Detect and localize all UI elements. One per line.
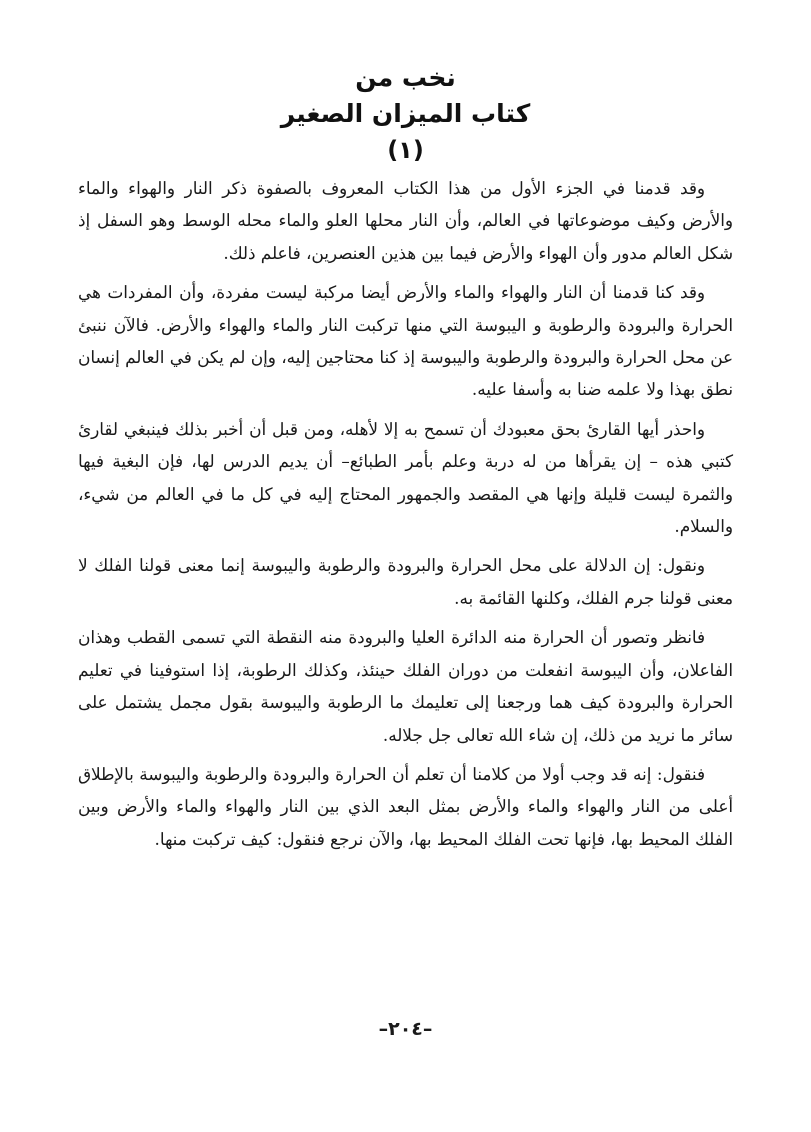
heading-line-2: كتاب الميزان الصغير xyxy=(280,99,531,128)
paragraph: ونقول: إن الدلالة على محل الحرارة والبرودة والرطوبة واليبوسة إنما معنى قولنا الفلك لا معنى قولنا جرم الفلك، وكلنها القائمة به. xyxy=(78,555,733,608)
paragraph: وقد قدمنا في الجزء الأول من هذا الكتاب المعروف بالصفوة ذكر النار والهواء والماء والأرض وكيف موضوعاتها في العالم، وأن النار محلها العلو والماء محله الوسط وهو السفل إذ شكل العالم مدور وأن الهواء والأرض فيما بين هذين العنصرين، فاعلم ذلك. xyxy=(78,178,733,263)
section-number: (١) xyxy=(387,136,424,164)
paragraph: وقد كنا قدمنا أن النار والهواء والماء والأرض أيضا مركبة ليست مفردة، وأن المفردات هي الحرارة والبرودة والرطوبة و اليبوسة التي منها تركبت النار والماء والهواء والأرض. فالآن ننبئ عن محل الحرارة والبرودة والرطوبة واليبوسة إذ كنا محتاجين إليه، وإن لم يكن في العالم إنسان نطق بهذا ولا علمه ضنا به وأسفا عليه. xyxy=(78,282,733,400)
chapter-heading xyxy=(78,60,733,168)
heading-line-1: نخب من xyxy=(355,63,456,92)
paragraph: واحذر أيها القارئ بحق معبودك أن تسمح به إلا لأهله، ومن قبل أن أخبر بذلك فينبغي لقارئ كتبي هذه – إن يقرأها من له دربة وعلم بأمر الطبائع– أن يديم الدرس لها، فإن البغية فيها والثمرة ليست قليلة وإنها هي المقصد والجمهور المحتاج إليه في كل ما في العالم من شيء، والسلام. xyxy=(78,418,733,537)
page-number: –٢٠٤– xyxy=(378,1018,433,1040)
book-page xyxy=(78,60,733,1132)
body-text xyxy=(78,172,733,855)
paragraph: فنقول: إنه قد وجب أولا من كلامنا أن تعلم أن الحرارة والبرودة والرطوبة واليبوسة بالإطلاق أعلى من النار والهواء والماء والأرض بمثل البعد الذي بين النار والهواء والماء والأرض وبين الفلك المحيط بها، فإنها تحت الفلك المحيط بها، والآن نرجع فنقول: كيف تركبت منها. xyxy=(78,763,733,849)
paragraph: فانظر وتصور أن الحرارة منه الدائرة العليا والبرودة منه النقطة التي تسمى القطب وهذان الفاعلان، وأن اليبوسة انفعلت من دوران الفلك حينئذ، وكذلك الرطوبة، إذا استوفينا في تعليم الحرارة والبرودة كيف هما ورجعنا إلى تعليمك ما الرطوبة واليبوسة بقول مجمل يشتمل على سائر ما نريد من ذلك، إن شاء الله تعالى جل جلاله. xyxy=(78,627,733,745)
